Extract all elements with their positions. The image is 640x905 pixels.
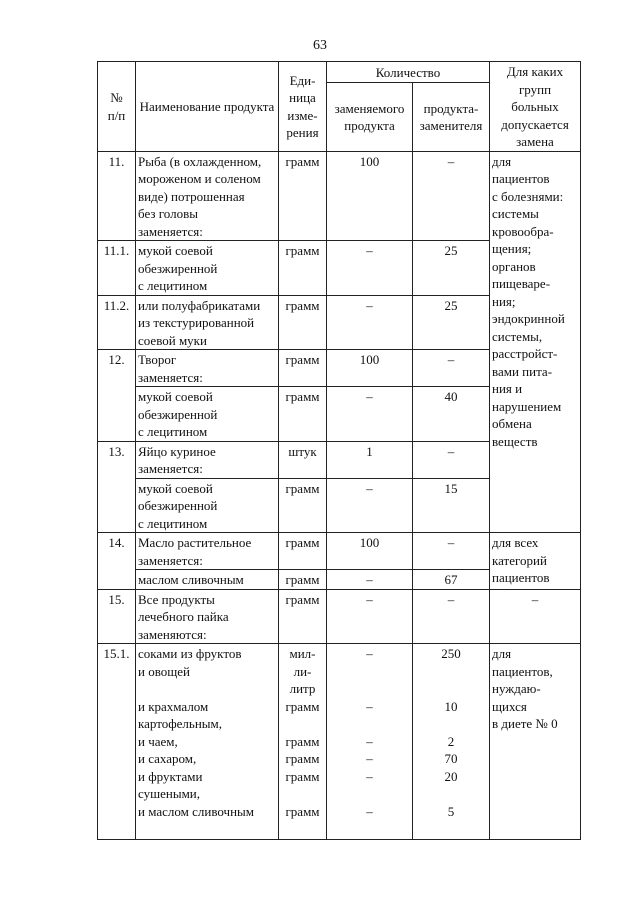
substitution-table	[97, 61, 581, 840]
page-number: 63	[313, 38, 327, 53]
row-num: 12.	[98, 350, 136, 387]
row-substitute: 67	[413, 570, 490, 590]
groups-cell-1: для пациентов с болезнями: системы кровообра- щения; органов пищеваре- ния; эндокринной системы, расстройст- вами пита- ния и нарушением обмена веществ	[490, 151, 581, 533]
header-replaced: заменяемого продукта	[327, 82, 413, 151]
header-quantity: Количество	[327, 62, 490, 83]
row-num: 11.	[98, 151, 136, 241]
row-replaced: –	[327, 241, 413, 296]
row-unit: грамм	[279, 151, 327, 241]
row-num	[98, 478, 136, 533]
row-num: 11.1.	[98, 241, 136, 296]
table-row	[98, 533, 581, 570]
row-substitute: 25	[413, 241, 490, 296]
row-name: Творог заменяется:	[136, 350, 279, 387]
header-groups: Для каких групп больных допускается замена	[490, 62, 581, 152]
row-num	[98, 570, 136, 590]
row-replaced: 100	[327, 350, 413, 387]
row-groups: –	[490, 589, 581, 644]
header-num: № п/п	[98, 62, 136, 152]
row-substitute: 250 10 2 70 20 5	[413, 644, 490, 840]
row-num: 13.	[98, 441, 136, 478]
row-replaced: –	[327, 589, 413, 644]
row-substitute: 25	[413, 295, 490, 350]
row-replaced: 100	[327, 533, 413, 570]
row-num	[98, 387, 136, 442]
row-unit: грамм	[279, 241, 327, 296]
row-unit: грамм	[279, 387, 327, 442]
row-unit: грамм	[279, 295, 327, 350]
row-unit: штук	[279, 441, 327, 478]
row-replaced: –	[327, 570, 413, 590]
row-substitute: 40	[413, 387, 490, 442]
row-name: Масло растительное заменяется:	[136, 533, 279, 570]
row-name: Рыба (в охлажденном, мороженом и соленом виде) потрошенная без головы заменяется:	[136, 151, 279, 241]
row-substitute: –	[413, 151, 490, 241]
row-num: 14.	[98, 533, 136, 570]
row-name: мукой соевой обезжиренной с лецитином	[136, 241, 279, 296]
row-unit: грамм	[279, 350, 327, 387]
row-substitute: 15	[413, 478, 490, 533]
row-replaced: 1	[327, 441, 413, 478]
table-row	[98, 644, 581, 840]
row-name: Все продукты лечебного пайка заменяются:	[136, 589, 279, 644]
row-substitute: –	[413, 441, 490, 478]
row-substitute: –	[413, 350, 490, 387]
row-replaced: 100	[327, 151, 413, 241]
row-replaced: –	[327, 387, 413, 442]
row-substitute: –	[413, 533, 490, 570]
header-unit: Еди- ница изме- рения	[279, 62, 327, 152]
row-num: 15.1.	[98, 644, 136, 840]
row-unit: грамм	[279, 533, 327, 570]
row-name: или полуфабрикатами из текстурированной соевой муки	[136, 295, 279, 350]
row-name: соками из фруктов и овощей и крахмалом картофельным, и чаем, и сахаром, и фруктами сушеными, и маслом сливочным	[136, 644, 279, 840]
row-replaced: – – – – – –	[327, 644, 413, 840]
row-unit: грамм	[279, 478, 327, 533]
row-name: мукой соевой обезжиренной с лецитином	[136, 387, 279, 442]
groups-cell-2: для всех категорий пациентов	[490, 533, 581, 590]
row-unit: грамм	[279, 589, 327, 644]
row-unit: мил- ли- литр грамм грамм грамм грамм грамм	[279, 644, 327, 840]
row-groups: для пациентов, нуждаю- щихся в диете № 0	[490, 644, 581, 840]
header-substitute: продукта- заменителя	[413, 82, 490, 151]
row-num: 15.	[98, 589, 136, 644]
row-substitute: –	[413, 589, 490, 644]
row-replaced: –	[327, 478, 413, 533]
table-row	[98, 589, 581, 644]
row-name: мукой соевой обезжиренной с лецитином	[136, 478, 279, 533]
table-row	[98, 151, 581, 241]
row-replaced: –	[327, 295, 413, 350]
row-num: 11.2.	[98, 295, 136, 350]
row-name: маслом сливочным	[136, 570, 279, 590]
row-name: Яйцо куриное заменяется:	[136, 441, 279, 478]
row-unit: грамм	[279, 570, 327, 590]
header-name: Наименование продукта	[136, 62, 279, 152]
